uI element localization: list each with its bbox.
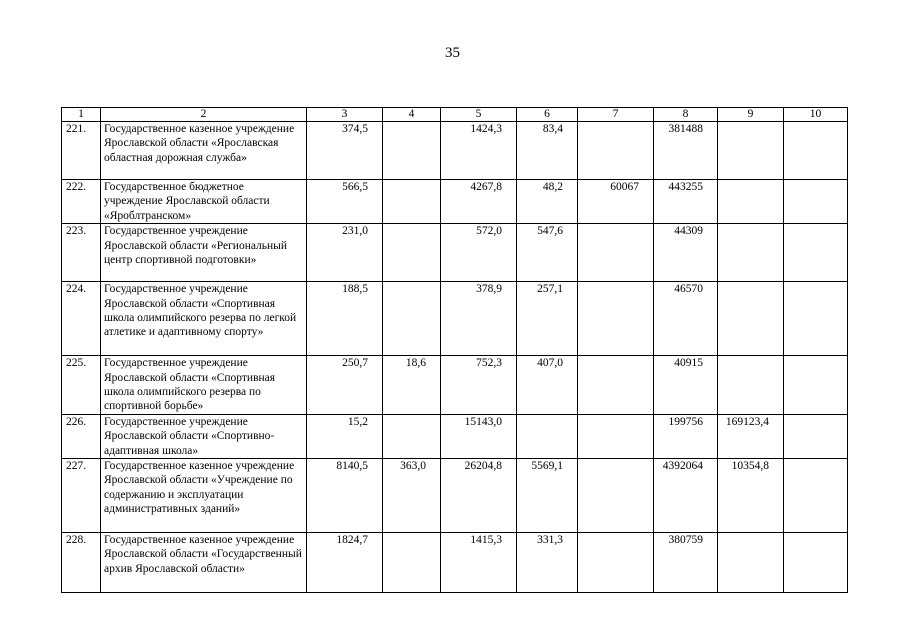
cell-col10 [784, 180, 848, 224]
institution-name: Государственное учреждение Ярославской области «Спортивно-адаптивная школа» [101, 414, 307, 458]
cell-col5: 752,3 [441, 356, 517, 415]
column-header: 7 [578, 108, 654, 122]
cell-col6: 407,0 [517, 356, 578, 415]
row-number: 227. [62, 459, 101, 533]
page-number: 35 [445, 45, 460, 61]
table-row [62, 224, 848, 282]
institution-name: Государственное учреждение Ярославской области «Спортивная школа олимпийского резерва по спортивной борьбе» [101, 356, 307, 415]
cell-col5: 378,9 [441, 282, 517, 356]
institution-name: Государственное учреждение Ярославской области «Региональный центр спортивной подготовки» [101, 224, 307, 282]
column-header: 3 [307, 108, 383, 122]
cell-col6: 547,6 [517, 224, 578, 282]
table-row [62, 414, 848, 458]
cell-col3: 15,2 [307, 414, 383, 458]
column-header: 6 [517, 108, 578, 122]
cell-col7 [578, 356, 654, 415]
cell-col5: 1415,3 [441, 533, 517, 593]
table-header [62, 108, 848, 122]
cell-col3: 250,7 [307, 356, 383, 415]
row-number: 226. [62, 414, 101, 458]
cell-col9 [718, 282, 784, 356]
cell-col7 [578, 224, 654, 282]
column-header: 2 [101, 108, 307, 122]
cell-col7 [578, 533, 654, 593]
row-number: 223. [62, 224, 101, 282]
cell-col6: 257,1 [517, 282, 578, 356]
cell-col7: 60067 [578, 180, 654, 224]
cell-col5: 4267,8 [441, 180, 517, 224]
table-row [62, 180, 848, 224]
cell-col10 [784, 122, 848, 180]
cell-col4 [383, 180, 441, 224]
cell-col10 [784, 224, 848, 282]
cell-col10 [784, 356, 848, 415]
cell-col8: 380759 [654, 533, 718, 593]
cell-col10 [784, 459, 848, 533]
cell-col5: 26204,8 [441, 459, 517, 533]
column-header: 9 [718, 108, 784, 122]
cell-col3: 566,5 [307, 180, 383, 224]
table-row [62, 122, 848, 180]
cell-col4 [383, 224, 441, 282]
row-number: 225. [62, 356, 101, 415]
header-row [62, 108, 848, 122]
institution-name: Государственное казенное учреждение Ярославской области «Государственный архив Ярославской области» [101, 533, 307, 593]
cell-col4 [383, 414, 441, 458]
cell-col9 [718, 180, 784, 224]
cell-col9 [718, 356, 784, 415]
cell-col9 [718, 224, 784, 282]
cell-col8: 199756 [654, 414, 718, 458]
institutions-table [61, 107, 848, 593]
cell-col10 [784, 282, 848, 356]
column-header: 8 [654, 108, 718, 122]
cell-col8: 381488 [654, 122, 718, 180]
row-number: 224. [62, 282, 101, 356]
table-row [62, 282, 848, 356]
table-row [62, 459, 848, 533]
cell-col5: 1424,3 [441, 122, 517, 180]
row-number: 221. [62, 122, 101, 180]
cell-col9: 169123,4 [718, 414, 784, 458]
cell-col9 [718, 533, 784, 593]
cell-col8: 40915 [654, 356, 718, 415]
column-header: 10 [784, 108, 848, 122]
column-header: 5 [441, 108, 517, 122]
cell-col3: 1824,7 [307, 533, 383, 593]
column-header: 1 [62, 108, 101, 122]
cell-col3: 231,0 [307, 224, 383, 282]
institution-name: Государственное бюджетное учреждение Ярославской области «Яроблтранском» [101, 180, 307, 224]
cell-col6: 331,3 [517, 533, 578, 593]
cell-col3: 188,5 [307, 282, 383, 356]
institution-name: Государственное казенное учреждение Ярославской области «Учреждение по содержанию и эксплуатации административных зданий» [101, 459, 307, 533]
column-header: 4 [383, 108, 441, 122]
table-row [62, 356, 848, 415]
cell-col4: 363,0 [383, 459, 441, 533]
table-row [62, 533, 848, 593]
cell-col4: 18,6 [383, 356, 441, 415]
cell-col4 [383, 122, 441, 180]
cell-col6 [517, 414, 578, 458]
cell-col6: 5569,1 [517, 459, 578, 533]
cell-col4 [383, 282, 441, 356]
cell-col10 [784, 414, 848, 458]
row-number: 228. [62, 533, 101, 593]
cell-col9: 10354,8 [718, 459, 784, 533]
cell-col4 [383, 533, 441, 593]
cell-col8: 443255 [654, 180, 718, 224]
cell-col3: 8140,5 [307, 459, 383, 533]
cell-col6: 48,2 [517, 180, 578, 224]
row-number: 222. [62, 180, 101, 224]
cell-col8: 46570 [654, 282, 718, 356]
cell-col5: 572,0 [441, 224, 517, 282]
cell-col7 [578, 414, 654, 458]
cell-col5: 15143,0 [441, 414, 517, 458]
cell-col6: 83,4 [517, 122, 578, 180]
institution-name: Государственное казенное учреждение Ярославской области «Ярославская областная дорожная служба» [101, 122, 307, 180]
cell-col3: 374,5 [307, 122, 383, 180]
cell-col8: 44309 [654, 224, 718, 282]
cell-col9 [718, 122, 784, 180]
cell-col7 [578, 459, 654, 533]
cell-col7 [578, 282, 654, 356]
cell-col8: 4392064 [654, 459, 718, 533]
cell-col10 [784, 533, 848, 593]
cell-col7 [578, 122, 654, 180]
institution-name: Государственное учреждение Ярославской области «Спортивная школа олимпийского резерва по легкой атлетике и адаптивному спорту» [101, 282, 307, 356]
